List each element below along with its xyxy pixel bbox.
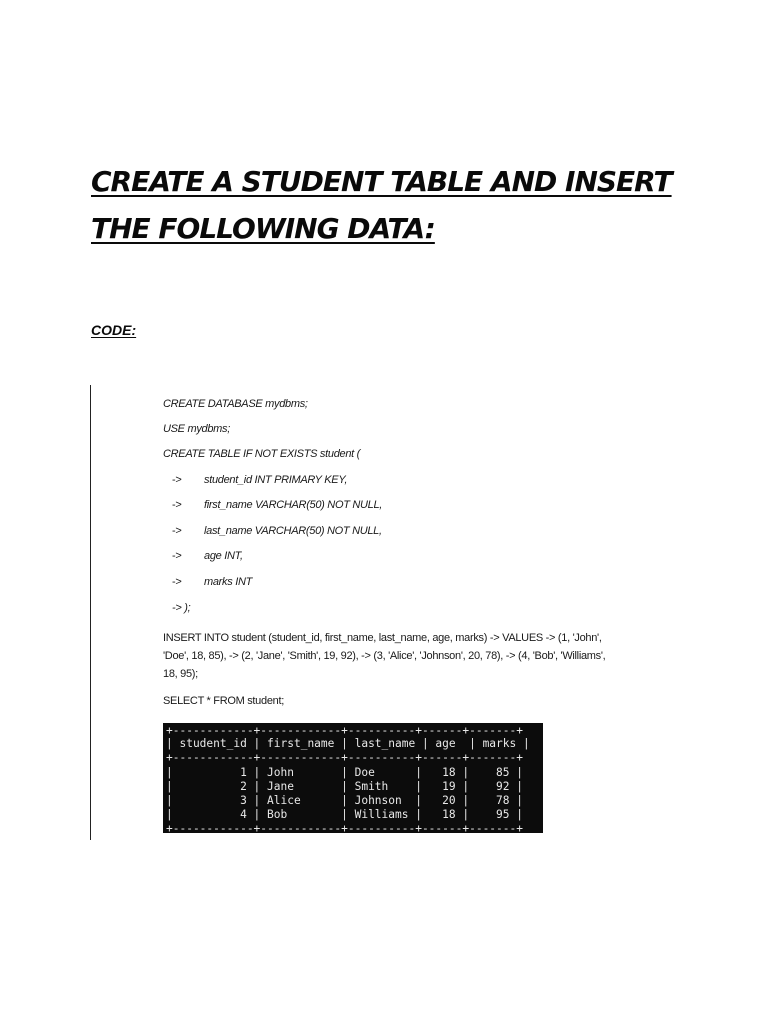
code-line-column — [163, 550, 243, 562]
table-row: | 2 | Jane | Smith | 19 | 92 | — [166, 780, 523, 793]
code-line-column — [163, 576, 252, 588]
page-title-line-1: CREATE A STUDENT TABLE AND INSERT — [91, 165, 672, 198]
code-block — [90, 385, 651, 840]
column-definition: student_id INT PRIMARY KEY, — [204, 474, 348, 486]
code-line-create-table: CREATE TABLE IF NOT EXISTS student ( — [163, 448, 361, 460]
table-row: | 4 | Bob | Williams | 18 | 95 | — [166, 808, 523, 821]
code-line-column — [163, 474, 347, 486]
page-title-line-2: THE FOLLOWING DATA: — [91, 212, 435, 245]
table-row: | 3 | Alice | Johnson | 20 | 78 | — [166, 794, 523, 807]
table-border-top: +------------+------------+----------+------+-------+ — [166, 724, 523, 737]
code-line-column — [163, 525, 382, 537]
code-line-create-database: CREATE DATABASE mydbms; — [163, 398, 308, 410]
table-row: | 1 | John | Doe | 18 | 85 | — [166, 766, 523, 779]
continuation-arrow: -> — [172, 550, 182, 562]
continuation-arrow: -> — [172, 576, 182, 588]
column-definition: first_name VARCHAR(50) NOT NULL, — [204, 499, 383, 511]
column-definition: marks INT — [204, 576, 253, 588]
code-insert-statement: INSERT INTO student (student_id, first_name, last_name, age, marks) -> VALUES -> (1, 'John', 'Doe', 18, 85), -> (2, 'Jane', 'Smith', 19, 92), -> (3, 'Alice', 'Johnson', 20, 78), -> (4, 'Bob', 'Williams', 18, 95); — [163, 632, 606, 680]
page-title — [91, 158, 731, 252]
code-line-close: -> ); — [172, 602, 191, 614]
continuation-arrow: -> — [172, 499, 182, 511]
table-border-header: +------------+------------+----------+------+-------+ — [166, 751, 523, 764]
continuation-arrow: -> — [172, 474, 182, 486]
continuation-arrow: -> — [172, 525, 182, 537]
table-header-row: | student_id | first_name | last_name | age | marks | — [166, 737, 530, 750]
table-border-bottom: +------------+------------+----------+------+-------+ — [166, 822, 523, 835]
code-line-column — [163, 499, 382, 511]
code-heading: CODE: — [91, 322, 137, 338]
column-definition: age INT, — [204, 550, 243, 562]
query-result-table — [163, 723, 543, 833]
code-line-use-database: USE mydbms; — [163, 423, 230, 435]
column-definition: last_name VARCHAR(50) NOT NULL, — [204, 525, 382, 537]
code-select-statement: SELECT * FROM student; — [163, 695, 284, 707]
